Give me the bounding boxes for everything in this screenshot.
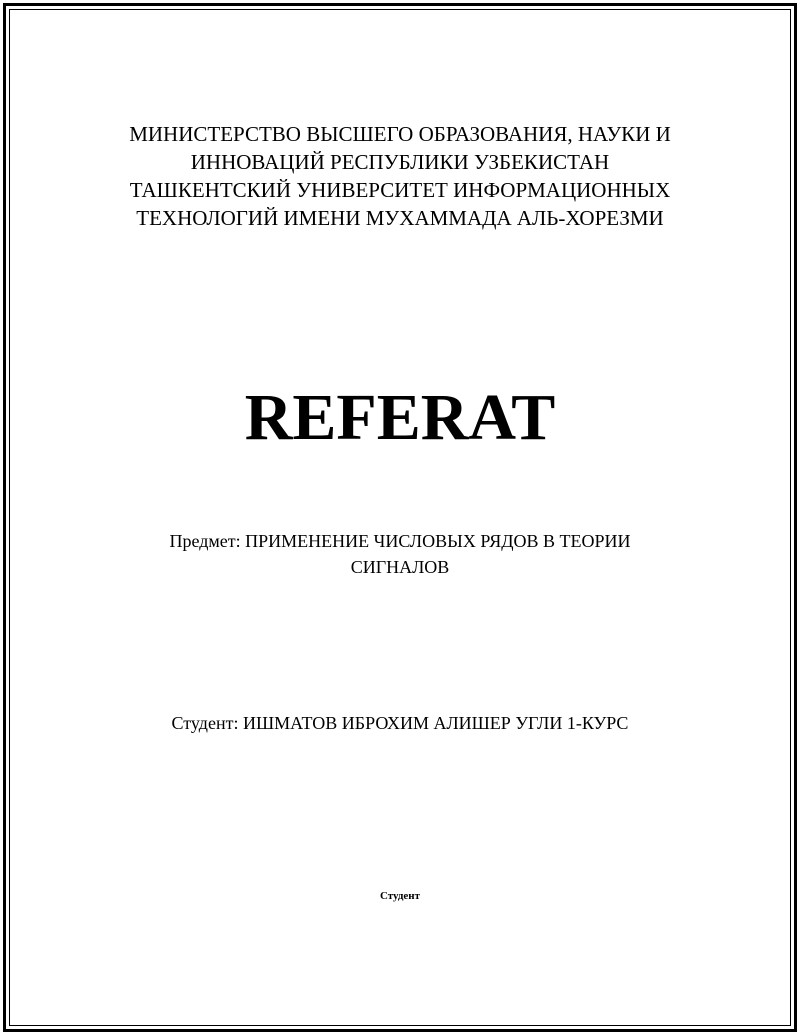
header-line: ТАШКЕНТСКИЙ УНИВЕРСИТЕТ ИНФОРМАЦИОННЫХ [129,178,671,202]
document-title: REFERAT [244,381,556,454]
subject-line-2: СИГНАЛОВ [350,557,450,577]
subject-block [0,528,800,580]
subject-line-1: Предмет: ПРИМЕНЕНИЕ ЧИСЛОВЫХ РЯДОВ В ТЕОРИИ [169,531,631,551]
institution-header [0,120,800,232]
header-line: ТЕХНОЛОГИЙ ИМЕНИ МУХАММАДА АЛЬ-ХОРЕЗМИ [136,206,664,230]
header-line: ИННОВАЦИЙ РЕСПУБЛИКИ УЗБЕКИСТАН [190,150,610,174]
header-line: МИНИСТЕРСТВО ВЫСШЕГО ОБРАЗОВАНИЯ, НАУКИ И [129,122,671,146]
footer-student-label: Студент [379,890,421,902]
student-info [0,710,800,736]
student-line: Студент: ИШМАТОВ ИБРОХИМ АЛИШЕР УГЛИ 1-КУРС [171,713,629,733]
